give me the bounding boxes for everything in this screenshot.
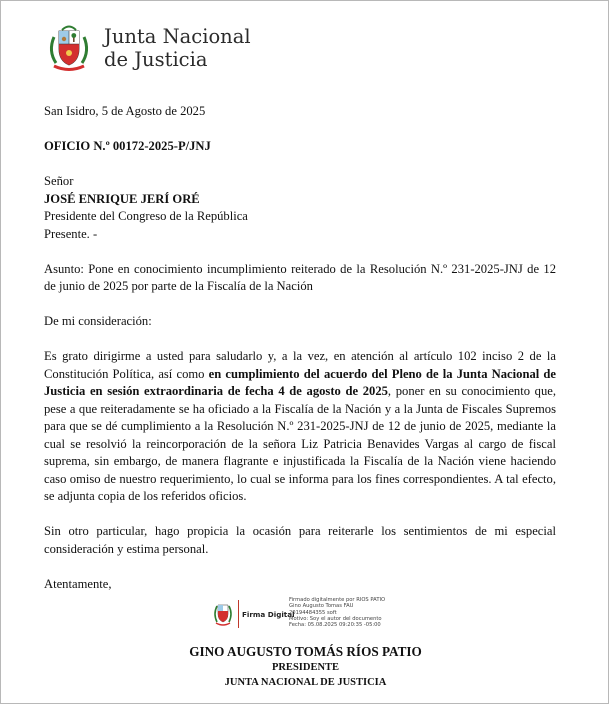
presente: Presente. - <box>44 226 98 241</box>
digital-signature-stamp <box>212 597 412 631</box>
closing-paragraph: Sin otro particular, hago propicia la ocasión para reiterarle los sentimientos de mi especial consideración y estima personal. <box>44 524 556 556</box>
peru-shield-icon <box>212 601 234 627</box>
greeting: De mi consideración: <box>44 314 152 328</box>
signature-meta-line: Firmado digitalmente por RIOS PATIO <box>289 597 386 603</box>
signature-divider <box>238 600 239 628</box>
main-paragraph: Es grato dirigirme a usted para saludarlo y, a la vez, en atención al artículo 102 inciso 2 de la Constitución Política, así como en cumplimiento del acuerdo del Pleno de la Junta Nacional de Justicia en sesión extraordinaria de fecha 4 de agosto de 2025, poner en su conocimiento que, pese a que reiteradamente se ha oficiado a la Fiscalía de la Nación y a la Junta de Fiscales Supremos para que se dé cumplimiento a la Resolución N.º 231-2025-JNJ de 12 de junio de 2025, mediante la cual se resolvió la reincorporación de la señora Liz Patricia Benavides Vargas al cargo de fiscal suprema, sin embargo, de manera flagrante e injustificada la Fiscalía de la Nación viene haciendo caso omiso de nuestro requerimiento, lo cual se informa para los fines correspondientes. A tal efecto, se adjunta copia de los referidos oficios. <box>44 349 557 503</box>
institution-name-line1: Junta Nacional <box>104 25 251 48</box>
asunto: Asunto: Pone en conocimiento incumplimiento reiterado de la Resolución N.º 231-2025-JNJ de 12 de junio de 2025 por parte de la Fiscalía de la Nación <box>44 261 556 293</box>
recipient-name: JOSÉ ENRIQUE JERÍ ORÉ <box>44 191 200 206</box>
closing: Atentamente, <box>44 576 112 591</box>
signature-meta-line: Fecha: 05.08.2025 09:20:35 -05:00 <box>289 622 381 629</box>
signer-role: PRESIDENTE <box>271 662 340 673</box>
signer-institution: JUNTA NACIONAL DE JUSTICIA <box>224 677 387 688</box>
signer-name: GINO AUGUSTO TOMÁS RÍOS PATIO <box>189 644 422 659</box>
firma-digital-label: Firma Digital <box>242 610 295 619</box>
institution-name <box>104 25 251 71</box>
institution-name-line2: de Justicia <box>104 48 208 71</box>
signature-meta-line: Gino Augusto Tomas FAU <box>289 603 354 610</box>
letter-body <box>44 103 556 593</box>
signature-meta-line: Motivo: Soy el autor del documento <box>289 615 382 622</box>
salutation: Señor <box>44 174 74 188</box>
oficio-number: OFICIO N.º 00172-2025-P/JNJ <box>44 139 211 153</box>
signature-meta-line: 20194484355 soft <box>289 609 337 616</box>
recipient-title: Presidente del Congreso de la República <box>44 209 248 223</box>
signature-metadata <box>289 597 385 628</box>
peru-coat-of-arms-icon <box>44 17 94 75</box>
place-date: San Isidro, 5 de Agosto de 2025 <box>44 104 206 118</box>
